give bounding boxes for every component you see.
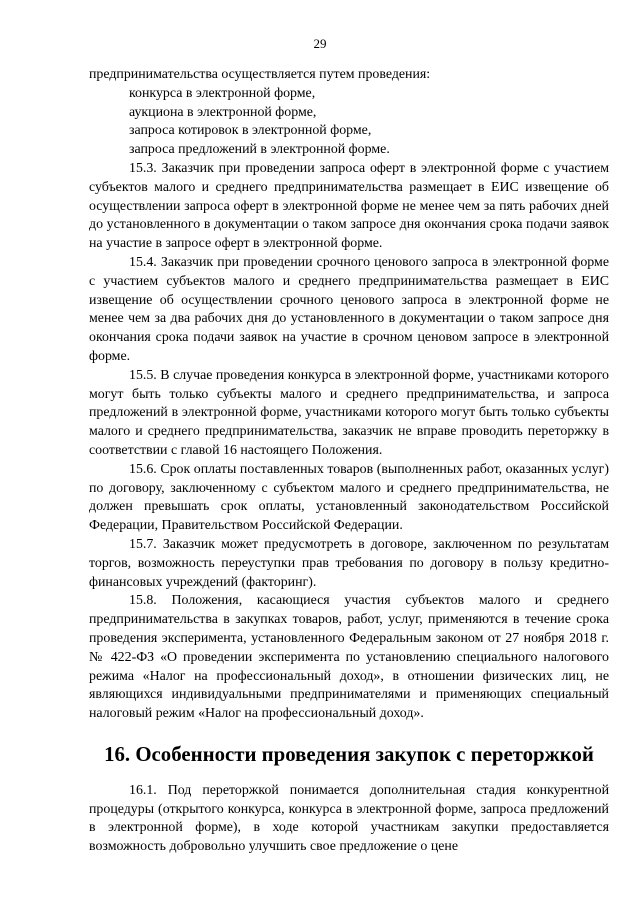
paragraph-16-1: 16.1. Под переторжкой понимается дополнительная стадия конкурентной процедуры (открытого конкурса, конкурса в электронной форме, запроса предложений в электронной форме), в ходе которой участникам закупки предоставляется возможность добровольно улучшить свое предложение о цене	[89, 782, 609, 855]
paragraph-15-3: 15.3. Заказчик при проведении запроса оферт в электронной форме с участием субъектов малого и среднего предпринимательства размещает в ЕИС извещение об осуществлении запроса оферт в электронной форме не менее чем за пять рабочих дней до установленного в документации о таком запросе дня окончания срока подачи заявок на участие в запросе оферт в электронной форме.	[89, 160, 609, 252]
list-item-auction-form: конкурса в электронной форме,	[129, 85, 316, 101]
section-heading: 16. Особенности проведения закупок с переторжкой	[104, 741, 594, 766]
list-item-auction: аукциона в электронной форме,	[129, 104, 317, 120]
paragraph-15-4: 15.4. Заказчик при проведении срочного ценового запроса в электронной форме с участием субъектов малого и среднего предпринимательства размещает в ЕИС извещение об осуществлении срочного ценового запроса в электронной форме не менее чем за два рабочих дня до установленного в документации о таком запросе дня окончания срока подачи заявок на участие в срочном ценовом запросе в электронной форме.	[89, 254, 609, 364]
paragraph-15-8: 15.8. Положения, касающиеся участия субъектов малого и среднего предпринимательства в закупках товаров, работ, услуг, применяются в течение срока проведения эксперимента, установленного Федеральным законом от 27 ноября 2018 г. № 422-ФЗ «О проведении эксперимента по установлению специального налогового режима «Налог на профессиональный доход», в отношении физических лиц, не являющихся индивидуальными предпринимателями и применяющих специальный налоговый режим «Налог на профессиональный доход».	[89, 593, 609, 722]
page-number: 29	[313, 36, 327, 51]
paragraph-15-6: 15.6. Срок оплаты поставленных товаров (выполненных работ, оказанных услуг) по договору, заключенному с субъектом малого и среднего предпринимательства, не должен превышать срок оплаты, установленный законодательством Российской Федерации, Правительством Российской Федерации.	[89, 461, 609, 534]
list-item-quotation-request: запроса котировок в электронной форме,	[129, 123, 372, 139]
document-body	[89, 66, 609, 857]
paragraph-15-7: 15.7. Заказчик может предусмотреть в договоре, заключенном по результатам торгов, возможность переуступки прав требования по договору в пользу кредитно-финансовых учреждений (факторинг).	[89, 536, 609, 590]
list-item-proposal-request: запроса предложений в электронной форме.	[129, 142, 390, 158]
paragraph-15-5: 15.5. В случае проведения конкурса в электронной форме, участниками которого могут быть только субъекты малого и среднего предпринимательства, и запроса предложений в электронной форме, участниками которого могут быть только субъекты малого и среднего предпринимательства, заказчик не вправе проводить переторжку в соответствии с главой 16 настоящего Положения.	[89, 367, 609, 458]
intro-line: предпринимательства осуществляется путем проведения:	[89, 67, 431, 82]
